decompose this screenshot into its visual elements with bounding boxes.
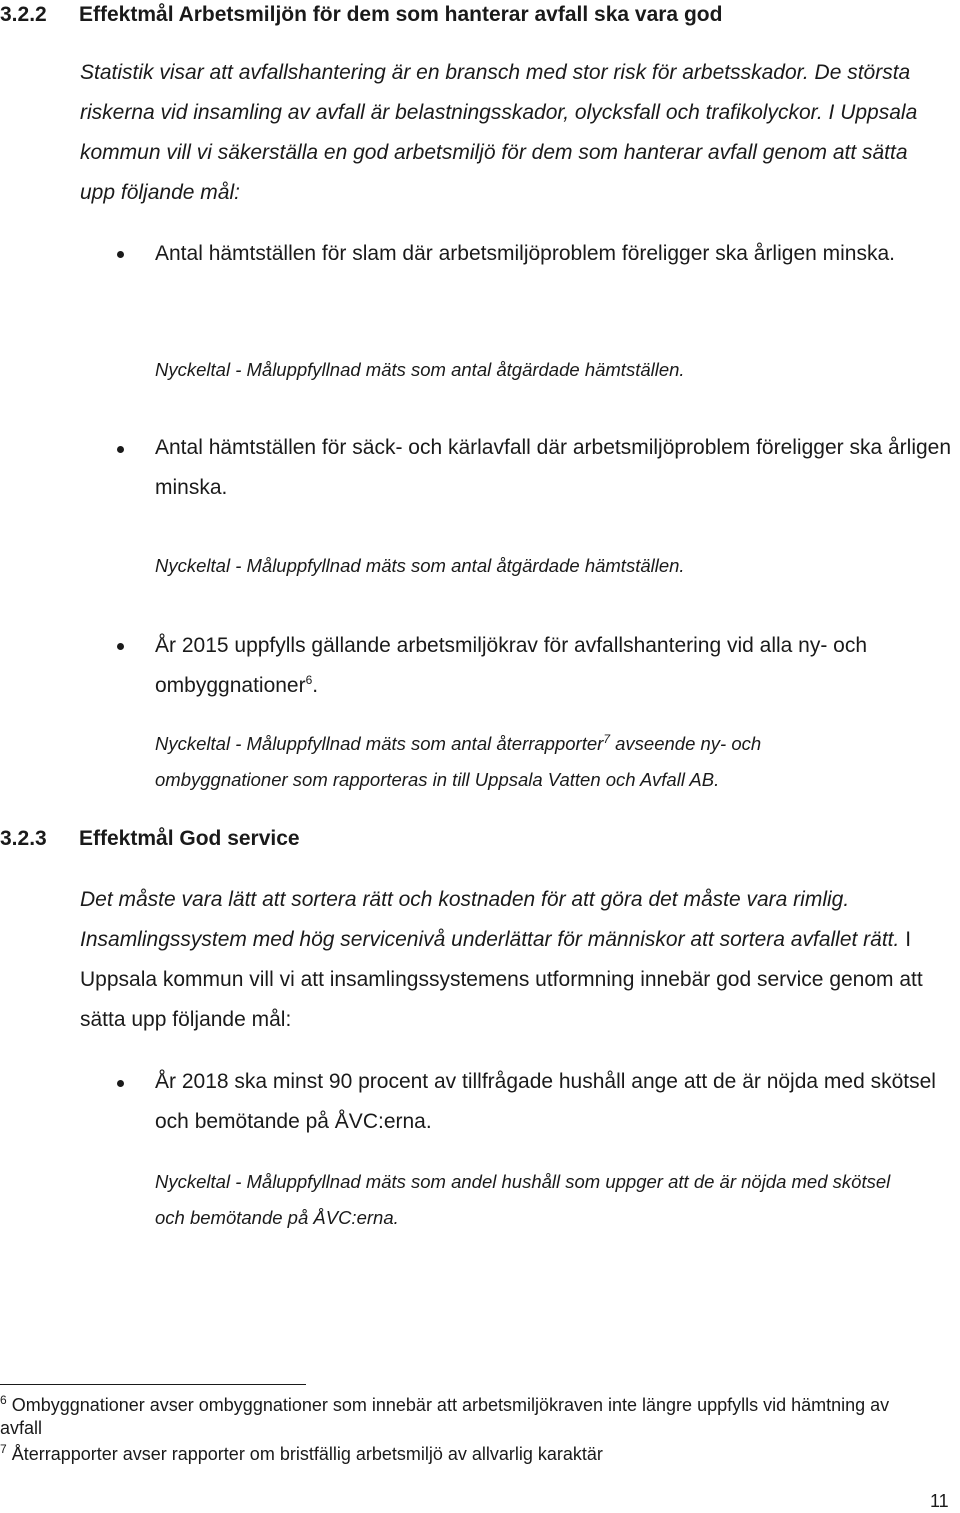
goal-kpi-text: Nyckeltal - Måluppfyllnad mäts som antal återrapporter — [155, 733, 604, 754]
goal-text-end: . — [312, 674, 319, 697]
goal-kpi: Nyckeltal - Måluppfyllnad mäts som antal åtgärdade hämtställen. — [155, 555, 685, 576]
goal-kpi: Nyckeltal - Måluppfyllnad mäts som andel hushåll som uppger att de är nöjda med skötsel och bemötande på ÅVC:erna. — [155, 1171, 891, 1228]
goal-item: År 2018 ska minst 90 procent av tillfrågade hushåll ange att de är nöjda med skötsel och bemötande på ÅVC:erna. — [155, 1070, 936, 1133]
goal-text: År 2015 uppfylls gällande arbetsmiljökrav för avfallshantering vid alla ny- och ombyggnationer — [155, 634, 868, 697]
section-title: Effektmål God service — [79, 827, 300, 850]
footnote-text: Ombyggnationer avser ombyggnationer som innebär att arbetsmiljökraven inte längre uppfylls vid hämtning av avfall — [0, 1395, 890, 1438]
footnote-text: Återrapporter avser rapporter om bristfällig arbetsmiljö av allvarlig karaktär — [11, 1444, 603, 1464]
bullet-icon — [117, 446, 124, 453]
section-number: 3.2.3 — [0, 827, 47, 850]
section-intro — [80, 880, 960, 1040]
footnote-ref: 7 — [603, 731, 610, 746]
footnote-ref: 6 — [305, 673, 313, 687]
goal-kpi — [155, 726, 875, 798]
intro-italic-text-cont: I Uppsala kommun vill vi säkerställa en god arbetsmiljö för dem som hanterar avfall genom att sätta upp följande mål: — [80, 101, 918, 204]
intro-italic-text: Statistik visar att avfallshantering är en bransch med stor risk för arbetsskador. De största riskerna vid insamling av avfall är belastningsskador, olycksfall och trafikolyckor. — [80, 61, 911, 124]
goal-item: Antal hämtställen för säck- och kärlavfall där arbetsmiljöproblem föreligger ska årligen minska. — [155, 436, 952, 499]
section-heading-3-2-2 — [0, 2, 722, 28]
goal-kpi-text-end: avseende ny- och ombyggnationer som rapporteras in till Uppsala Vatten och Avfall AB. — [155, 733, 762, 790]
section-number: 3.2.2 — [0, 3, 47, 26]
intro-text: I Uppsala kommun vill vi att insamlingssystemens utformning innebär god service genom att sätta upp följande mål: — [80, 928, 923, 1031]
goal-item — [155, 626, 945, 706]
goal-item: Antal hämtställen för slam där arbetsmiljöproblem föreligger ska årligen minska. — [155, 242, 895, 265]
section-heading-3-2-3 — [0, 826, 300, 852]
footnote-number: 7 — [0, 1442, 7, 1456]
section-intro — [80, 53, 940, 213]
footnote — [0, 1443, 930, 1466]
footnote — [0, 1394, 930, 1440]
bullet-icon — [117, 1080, 124, 1087]
bullet-icon — [117, 251, 124, 258]
intro-italic-text: Det måste vara lätt att sortera rätt och kostnaden för att göra det måste vara rimlig. Insamlingssystem med hög servicenivå underlättar för människor att sortera avfallet rätt. — [80, 888, 900, 951]
section-title: Effektmål Arbetsmiljön för dem som hanterar avfall ska vara god — [79, 3, 723, 26]
page-number: 11 — [930, 1491, 949, 1511]
goal-kpi: Nyckeltal - Måluppfyllnad mäts som antal åtgärdade hämtställen. — [155, 359, 685, 380]
footnote-number: 6 — [0, 1393, 7, 1407]
footnote-divider — [0, 1384, 306, 1385]
bullet-icon — [117, 643, 124, 650]
